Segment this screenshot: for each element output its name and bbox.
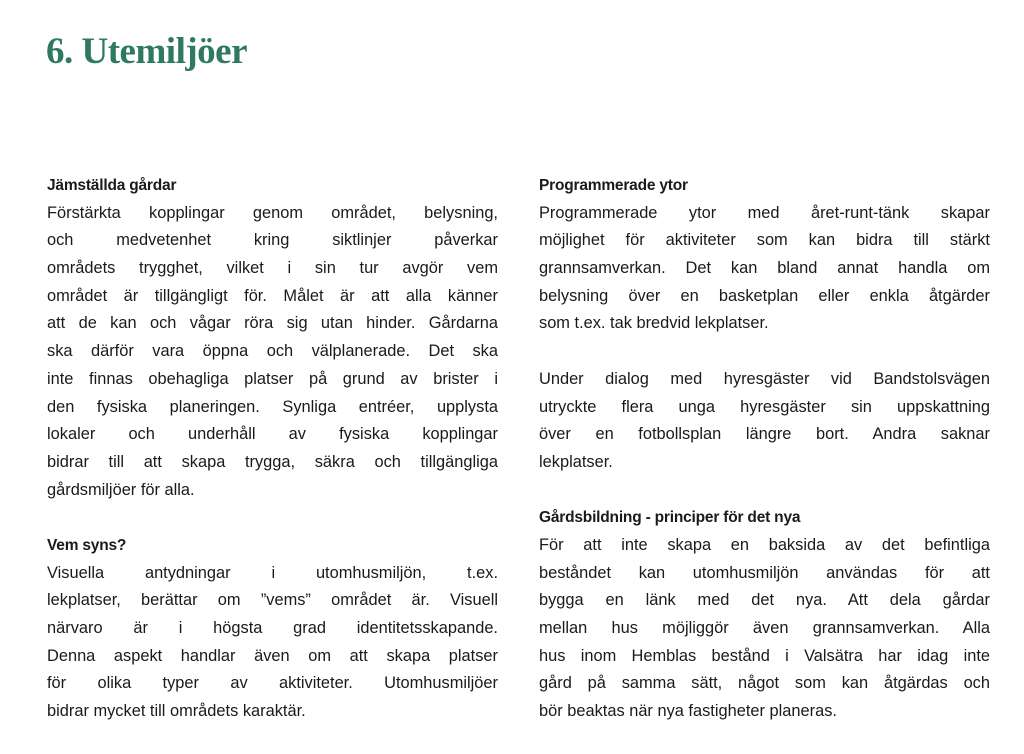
paragraph-line: utryckte flera unga hyresgäster sin uppskattning [539,397,990,416]
paragraph-line: Under dialog med hyresgäster vid Bandstolsvägen [539,369,990,388]
paragraph-line: inte finnas obehagliga platser på grund av brister i [47,369,498,388]
paragraph-line: att de kan och vågar röra sig utan hinder. Gårdarna [47,314,498,333]
paragraph-line: ska därför vara öppna och välplanerade. Det ska [47,342,498,361]
paragraph-line: bidrar till att skapa trygga, säkra och tillgängliga [47,452,498,471]
paragraph-line: bygga en länk med det nya. Att dela gårdar [539,591,990,610]
paragraph-line: områdets trygghet, vilket i sin tur avgör vem [47,259,498,278]
paragraph-line: som t.ex. tak bredvid lekplatser. [539,314,769,333]
section-heading: Programmerade ytor [539,177,688,194]
paragraph-line: över en fotbollsplan längre bort. Andra saknar [539,425,990,444]
paragraph-line: gårdsmiljöer för alla. [47,480,195,499]
paragraph-line: gård på samma sätt, något som kan åtgärdas och [539,674,990,693]
paragraph-line: området är tillgängligt för. Målet är att alla känner [47,286,498,305]
paragraph-line: Denna aspekt handlar även om att skapa platser [47,646,498,665]
blank-line [47,504,498,532]
paragraph-line: lekplatser. [539,452,613,471]
paragraph-line: hus inom Hemblas bestånd i Valsätra har idag inte [539,646,990,665]
blank-line [539,477,990,505]
paragraph-line: för olika typer av aktiviteter. Utomhusmiljöer [47,674,498,693]
paragraph-line: bör beaktas när nya fastigheter planeras. [539,702,837,721]
paragraph-line: närvaro är i högsta grad identitetsskapande. [47,619,498,637]
left-column [47,172,498,726]
paragraph-line: För att inte skapa en baksida av det befintliga [539,535,990,554]
paragraph-line: mellan hus möjliggör även grannsamverkan. Alla [539,619,990,637]
blank-line [539,338,990,366]
paragraph-line: lekplatser, berättar om ”vems” området är. Visuell [47,591,498,610]
paragraph-line: den fysiska planeringen. Synliga entréer, upplysta [47,397,498,416]
paragraph-line: Visuella antydningar i utomhusmiljön, t.ex. [47,563,498,582]
right-column [539,172,990,726]
paragraph-line: bidrar mycket till områdets karaktär. [47,702,306,721]
paragraph-line: lokaler och underhåll av fysiska kopplingar [47,425,498,444]
paragraph-line: beståndet kan utomhusmiljön användas för att [539,563,990,582]
paragraph-line: möjlighet för aktiviteter som kan bidra till stärkt [539,231,990,250]
paragraph-line: Programmerade ytor med året-runt-tänk skapar [539,203,990,222]
paragraph-line: grannsamverkan. Det kan bland annat handla om [539,259,990,278]
paragraph-line: Förstärkta kopplingar genom området, belysning, [47,203,498,222]
section-heading: Jämställda gårdar [47,177,177,194]
section-heading: Vem syns? [47,536,127,554]
paragraph-line: belysning över en basketplan eller enkla åtgärder [539,286,990,305]
section-heading: Gårdsbildning - principer för det nya [539,509,801,527]
page-title: 6. Utemiljöer [46,31,248,72]
paragraph-line: och medvetenhet kring siktlinjer påverkar [47,231,498,250]
